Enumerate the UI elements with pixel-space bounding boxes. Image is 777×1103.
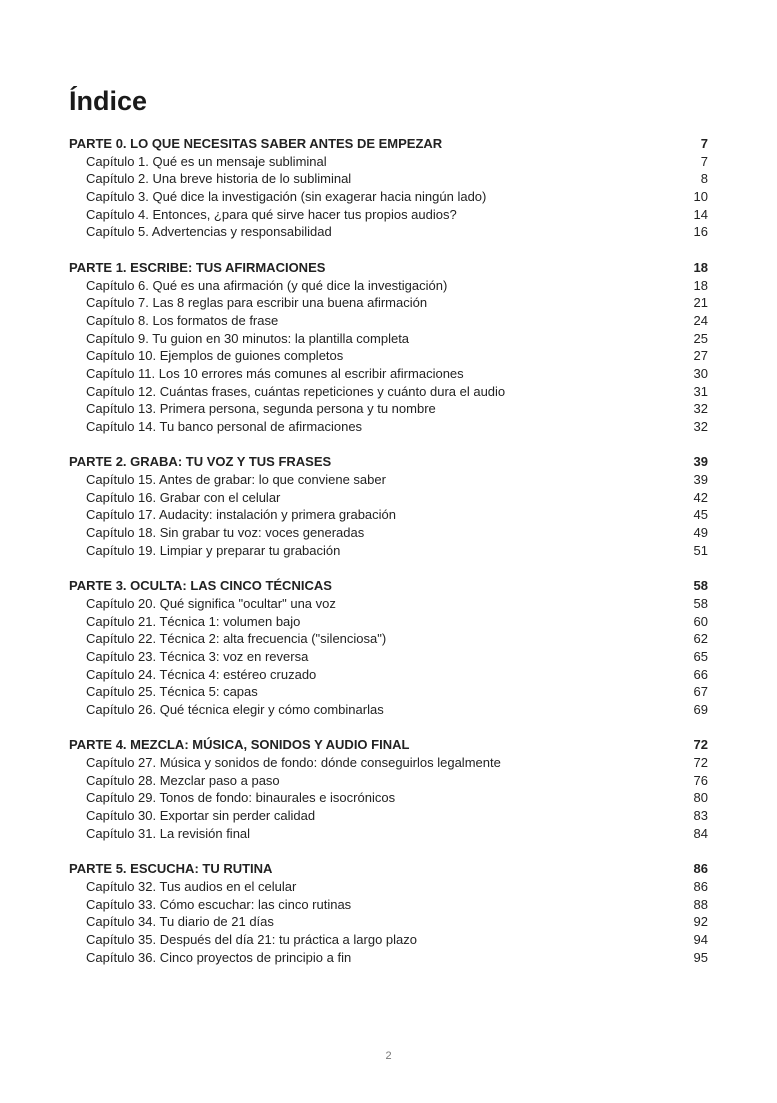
chapter-page-number: 14 [693,206,708,222]
toc-chapter-entry [69,913,708,931]
toc-chapter-entry [69,188,708,206]
toc-part-5 [69,860,708,966]
chapter-page-number: 42 [693,489,708,505]
chapter-title: Capítulo 22. Técnica 2: alta frecuencia ("silenciosa") [86,631,387,647]
chapter-page-number: 45 [693,507,708,523]
part-title: PARTE 5. ESCUCHA: TU RUTINA [69,861,273,877]
part-page-number: 86 [693,861,708,877]
toc-part-heading [69,736,708,754]
toc-chapter-entry [69,294,708,312]
toc-chapter-entry [69,807,708,825]
toc-chapter-entry [69,153,708,171]
toc-chapter-entry [69,754,708,772]
chapter-title: Capítulo 9. Tu guion en 30 minutos: la plantilla completa [86,330,410,346]
chapter-page-number: 72 [693,755,708,771]
toc-chapter-entry [69,896,708,914]
chapter-page-number: 31 [693,383,708,399]
page-title: Índice [69,86,148,116]
chapter-title: Capítulo 25. Técnica 5: capas [86,684,258,700]
toc-part-4 [69,736,708,842]
chapter-page-number: 88 [693,896,708,912]
toc-part-1 [69,259,708,436]
chapter-title: Capítulo 30. Exportar sin perder calidad [86,808,316,824]
chapter-page-number: 49 [693,525,708,541]
chapter-title: Capítulo 26. Qué técnica elegir y cómo combinarlas [86,702,384,717]
chapter-title: Capítulo 33. Cómo escuchar: las cinco rutinas [86,896,352,912]
toc-chapter-entry [69,170,708,188]
toc-chapter-entry [69,666,708,684]
chapter-title: Capítulo 34. Tu diario de 21 días [86,914,274,930]
toc-chapter-entry [69,630,708,648]
toc-chapter-entry [69,878,708,896]
chapter-title: Capítulo 21. Técnica 1: volumen bajo [86,613,301,629]
chapter-page-number: 60 [693,613,708,629]
chapter-page-number: 69 [693,702,708,717]
chapter-page-number: 21 [693,295,708,311]
toc-chapter-entry [69,825,708,843]
chapter-title: Capítulo 2. Una breve historia de lo subliminal [86,171,352,187]
toc-chapter-entry [69,789,708,807]
toc-chapter-entry [69,223,708,241]
chapter-page-number: 30 [693,365,708,381]
chapter-title: Capítulo 36. Cinco proyectos de principio a fin [86,949,352,965]
toc-part-2 [69,453,708,559]
chapter-title: Capítulo 7. Las 8 reglas para escribir una buena afirmación [86,295,428,311]
toc-chapter-entry [69,312,708,330]
toc-part-3 [69,577,708,719]
chapter-title: Capítulo 11. Los 10 errores más comunes al escribir afirmaciones [86,365,464,381]
part-page-number: 7 [700,136,708,151]
chapter-title: Capítulo 12. Cuántas frases, cuántas repeticiones y cuánto dura el audio [86,383,506,399]
chapter-title: Capítulo 23. Técnica 3: voz en reversa [86,648,309,664]
chapter-page-number: 67 [693,684,708,700]
chapter-title: Capítulo 32. Tus audios en el celular [86,878,297,894]
chapter-title: Capítulo 18. Sin grabar tu voz: voces generadas [86,525,365,541]
chapter-title: Capítulo 1. Qué es un mensaje subliminal [86,153,327,169]
toc-chapter-entry [69,489,708,507]
chapter-page-number: 92 [693,914,708,930]
page-number: 2 [385,1050,392,1062]
chapter-page-number: 8 [700,171,708,187]
chapter-title: Capítulo 17. Audacity: instalación y primera grabación [86,507,397,523]
chapter-title: Capítulo 29. Tonos de fondo: binaurales e isocrónicos [86,790,396,806]
part-page-number: 72 [693,737,708,753]
chapter-title: Capítulo 15. Antes de grabar: lo que conviene saber [86,472,386,488]
toc-part-heading [69,453,708,471]
chapter-page-number: 51 [693,542,708,558]
chapter-page-number: 32 [693,419,708,434]
table-of-contents [69,135,708,984]
chapter-title: Capítulo 4. Entonces, ¿para qué sirve hacer tus propios audios? [86,206,457,222]
chapter-page-number: 66 [693,666,708,682]
part-page-number: 39 [693,454,708,470]
toc-chapter-entry [69,701,708,719]
chapter-page-number: 62 [693,631,708,647]
toc-part-heading [69,577,708,595]
chapter-page-number: 83 [693,808,708,824]
chapter-page-number: 80 [693,790,708,806]
part-page-number: 18 [693,259,708,275]
chapter-page-number: 25 [693,330,708,346]
part-title: PARTE 1. ESCRIBE: TUS AFIRMACIONES [69,259,326,275]
chapter-page-number: 86 [693,878,708,894]
toc-chapter-entry [69,542,708,560]
toc-chapter-entry [69,613,708,631]
chapter-page-number: 84 [693,825,708,841]
chapter-title: Capítulo 8. Los formatos de frase [86,312,279,328]
toc-chapter-entry [69,347,708,365]
chapter-page-number: 65 [693,648,708,664]
chapter-title: Capítulo 14. Tu banco personal de afirmaciones [86,419,363,434]
toc-chapter-entry [69,471,708,489]
toc-chapter-entry [69,383,708,401]
toc-chapter-entry [69,949,708,967]
chapter-title: Capítulo 24. Técnica 4: estéreo cruzado [86,666,317,682]
chapter-page-number: 32 [693,401,708,417]
chapter-page-number: 58 [693,595,708,611]
toc-part-heading [69,135,708,153]
chapter-page-number: 10 [693,189,708,205]
chapter-title: Capítulo 27. Música y sonidos de fondo: dónde conseguirlos legalmente [86,755,501,771]
toc-chapter-entry [69,418,708,436]
toc-chapter-entry [69,524,708,542]
toc-chapter-entry [69,330,708,348]
toc-part-0 [69,135,708,241]
toc-chapter-entry [69,931,708,949]
chapter-page-number: 39 [693,472,708,488]
chapter-title: Capítulo 28. Mezclar paso a paso [86,772,280,788]
chapter-page-number: 16 [693,224,708,240]
chapter-page-number: 76 [693,772,708,788]
chapter-page-number: 18 [693,277,708,293]
chapter-title: Capítulo 35. Después del día 21: tu práctica a largo plazo [86,931,417,947]
chapter-page-number: 24 [693,312,708,328]
toc-chapter-entry [69,772,708,790]
toc-chapter-entry [69,206,708,224]
part-title: PARTE 4. MEZCLA: MÚSICA, SONIDOS Y AUDIO FINAL [69,737,410,753]
chapter-page-number: 95 [693,949,708,965]
toc-chapter-entry [69,365,708,383]
chapter-page-number: 7 [700,153,708,169]
chapter-page-number: 94 [693,931,708,947]
chapter-title: Capítulo 10. Ejemplos de guiones completos [86,348,344,364]
chapter-title: Capítulo 13. Primera persona, segunda persona y tu nombre [86,401,436,417]
part-title: PARTE 2. GRABA: TU VOZ Y TUS FRASES [69,454,332,470]
chapter-title: Capítulo 6. Qué es una afirmación (y qué dice la investigación) [86,277,448,293]
toc-chapter-entry [69,683,708,701]
part-page-number: 58 [693,578,708,594]
toc-chapter-entry [69,277,708,295]
toc-chapter-entry [69,595,708,613]
chapter-title: Capítulo 19. Limpiar y preparar tu grabación [86,542,341,558]
part-title: PARTE 3. OCULTA: LAS CINCO TÉCNICAS [69,578,332,594]
chapter-title: Capítulo 3. Qué dice la investigación (sin exagerar hacia ningún lado) [86,189,487,205]
toc-chapter-entry [69,506,708,524]
toc-chapter-entry [69,400,708,418]
chapter-title: Capítulo 31. La revisión final [86,825,251,841]
toc-part-heading [69,860,708,878]
toc-chapter-entry [69,648,708,666]
chapter-title: Capítulo 20. Qué significa "ocultar" una voz [86,595,336,611]
toc-part-heading [69,259,708,277]
chapter-title: Capítulo 16. Grabar con el celular [86,489,281,505]
chapter-page-number: 27 [693,348,708,364]
chapter-title: Capítulo 5. Advertencias y responsabilidad [86,224,332,240]
part-title: PARTE 0. LO QUE NECESITAS SABER ANTES DE EMPEZAR [69,136,443,151]
